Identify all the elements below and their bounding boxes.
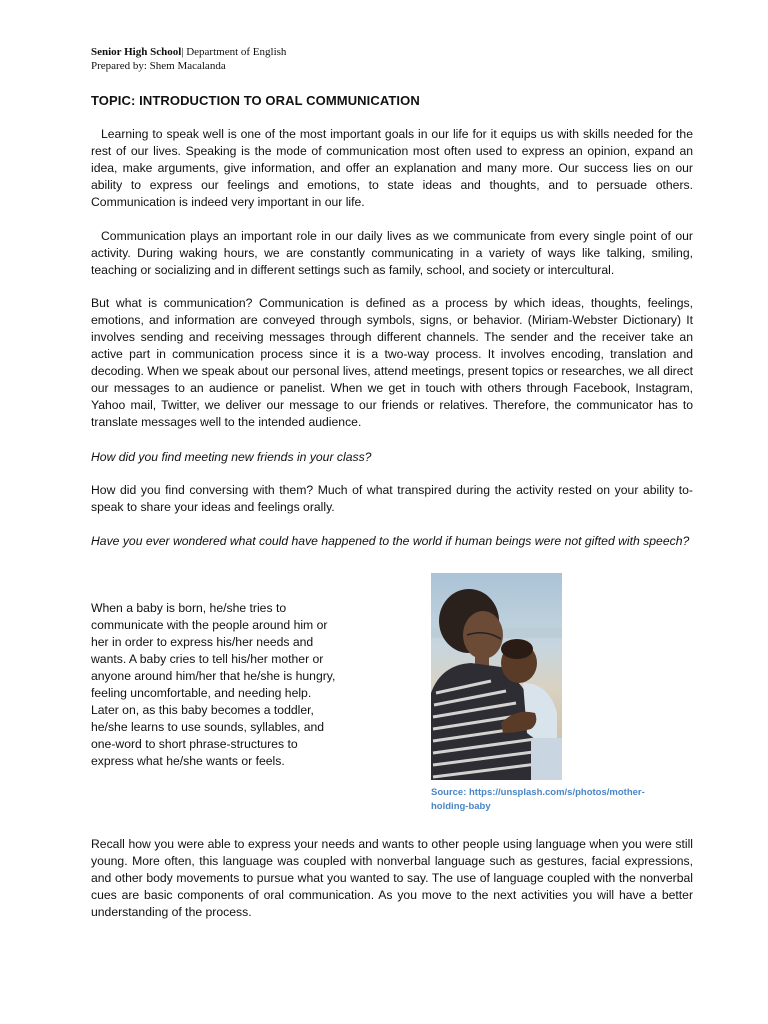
department-name: | Department of English [181, 46, 287, 58]
question-2: Have you ever wondered what could have happened to the world if human beings were not gifted with speech? [91, 534, 690, 548]
paragraph-2: Communication plays an important role in our daily lives as we communicate from every single point of our activity. During waking hours, we are constantly communicating in a variety of ways like talking, smiling, teaching or socializing and in different settings such as family, school, and society or intercultural. [91, 229, 693, 277]
baby-paragraph: When a baby is born, he/she tries to communicate with the people around him or her in order to express his/her needs and wants. A baby cries to tell his/her mother or anyone around him/her that he/she is hungry, feeling uncomfortable, and needing help. Later on, as this baby becomes a toddler, he/she learns to use sounds, syllables, and one-word to short phrase-structures to express what he/she wants or feels. [91, 601, 336, 768]
paragraph-1: Learning to speak well is one of the most important goals in our life for it equips us with skills needed for the rest of our lives. Speaking is the mode of communication most often used to express an opinion, expand an idea, make arguments, give information, and offer an explanation and many more. Our success lies on our ability to express our feelings and emotions, to state ideas and thoughts, and to persuade others. Communication is indeed very important in our life. [91, 127, 693, 209]
document-header [91, 45, 286, 73]
topic-heading: TOPIC: INTRODUCTION TO ORAL COMMUNICATION [91, 93, 420, 108]
photo-source-caption: Source: https://unsplash.com/s/photos/mother-holding-baby [431, 787, 645, 812]
paragraph-5: Recall how you were able to express your needs and wants to other people using language when you were still young. More often, this language was coupled with nonverbal language such as gestures, facial expressions, and other body movements to pursue what you wanted to say. The use of language coupled with the nonverbal cues are basic components of oral communication. As you move to the next activities you will have a better understanding of the process. [91, 837, 693, 919]
paragraph-4: How did you find conversing with them? Much of what transpired during the activity rested on your ability to- speak to share your ideas and feelings orally. [91, 483, 693, 514]
paragraph-3: But what is communication? Communication is defined as a process by which ideas, thoughts, feelings, emotions, and information are conveyed through symbols, signs, or behavior. (Miriam-Webster Dictionary) It involves sending and receiving messages through different channels. The sender and the receiver take an active part in communication process since it is a two-way process. It involves encoding, translation and decoding. When we speak about our personal lives, attend meetings, present topics or researches, we all direct our messages to an audience or panelist. When we get in touch with others through Facebook, Instagram, Yahoo mail, Twitter, we deliver our message to our friends or relatives. Therefore, the communicator has to translate messages well to the intended audience. [91, 296, 693, 429]
mother-holding-baby-photo [431, 573, 562, 780]
prepared-by: Prepared by: Shem Macalanda [91, 60, 226, 72]
header-line-1 [91, 45, 286, 59]
question-1: How did you find meeting new friends in your class? [91, 450, 372, 464]
school-name: Senior High School [91, 46, 182, 58]
